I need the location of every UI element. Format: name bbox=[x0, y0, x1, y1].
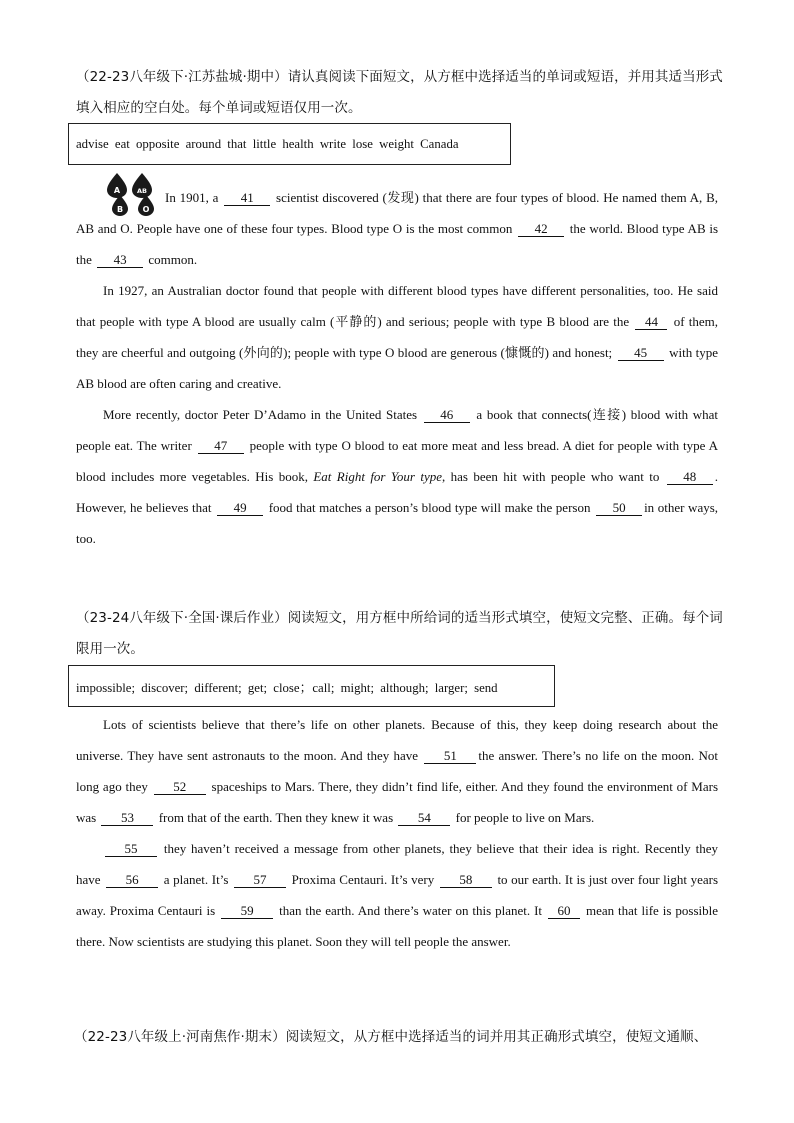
blank-50[interactable]: 50 bbox=[596, 500, 642, 516]
section1-heading: （22-23八年级下·江苏盐城·期中）请认真阅读下面短文，从方框中选择适当的单词或短语，并用其适当形式填入相应的空白处。每个单词或短语仅用一次。 bbox=[76, 69, 723, 116]
icon-label-o: O bbox=[142, 205, 150, 214]
section2-paragraph-1: Lots of scientists believe that there’s life on other planets. Because of this, they keep doing research about the universe. They have sent astronauts to the moon. And they have 51 the answer. There’s no life on the moon. Not long ago they 52 spaceships to Mars. There, they didn’t find life, either. And they found the environment of Mars was 53 from that of the earth. Then they knew it was 54 for people to live on Mars. bbox=[76, 717, 719, 825]
icon-label-a: A bbox=[113, 186, 121, 195]
section2-passage bbox=[76, 709, 718, 957]
blank-45[interactable]: 45 bbox=[618, 345, 664, 361]
blank-57[interactable]: 57 bbox=[234, 872, 286, 888]
blank-49[interactable]: 49 bbox=[217, 500, 263, 516]
blank-41[interactable]: 41 bbox=[224, 190, 270, 206]
section2-word-box bbox=[68, 665, 555, 707]
blank-52[interactable]: 52 bbox=[154, 779, 206, 795]
blank-56[interactable]: 56 bbox=[106, 872, 158, 888]
blank-58[interactable]: 58 bbox=[440, 872, 492, 888]
blank-54[interactable]: 54 bbox=[398, 810, 450, 826]
blank-46[interactable]: 46 bbox=[424, 407, 470, 423]
blank-59[interactable]: 59 bbox=[221, 903, 273, 919]
blank-60[interactable]: 60 bbox=[548, 903, 580, 919]
section1-word-box bbox=[68, 123, 511, 165]
section1-paragraph-1: In 1901, a 41 scientist discovered (发现) that there are four types of blood. He named them A, B, AB and O. People have one of these four types. Blood type O is the most common 42 the world. Blood type AB is the 43 common. bbox=[76, 190, 719, 267]
section1-passage bbox=[76, 182, 718, 554]
blank-42[interactable]: 42 bbox=[518, 221, 564, 237]
blank-51[interactable]: 51 bbox=[424, 748, 476, 764]
blank-53[interactable]: 53 bbox=[101, 810, 153, 826]
blank-48[interactable]: 48 bbox=[667, 469, 713, 485]
section2-paragraph-2: 55 they haven’t received a message from other planets, they believe that their idea is right. Recently they have 56 a planet. It’s 57 Proxima Centauri. It’s very 58 to our earth. It is just over four light years away. Proxima Centauri is 59 than the earth. And there’s water on this planet. It 60 mean that life is possible there. Now scientists are studying this planet. Soon they will tell people the answer. bbox=[76, 841, 719, 949]
section3-heading: （22-23八年级上·河南焦作·期末）阅读短文，从方框中选择适当的词并用其正确形式填空，使短文通顺、 bbox=[74, 1029, 708, 1045]
blank-43[interactable]: 43 bbox=[97, 252, 143, 268]
blank-44[interactable]: 44 bbox=[635, 314, 667, 330]
blank-55[interactable]: 55 bbox=[105, 841, 157, 857]
section1-word-list: advise eat opposite around that little health write lose weight Canada bbox=[76, 136, 459, 151]
icon-label-ab: AB bbox=[137, 187, 147, 195]
blank-47[interactable]: 47 bbox=[198, 438, 244, 454]
book-title: Eat Right for Your type bbox=[313, 469, 442, 484]
section1-paragraph-3: More recently, doctor Peter D’Adamo in the United States 46 a book that connects(连接) blood with what people eat. The writer 47 people with type O blood to eat more meat and less bread. A diet for people with type A blood includes more vegetables. His book, Eat Right for Your type, has been hit with people who want to 48 . However, he believes that 49 food that matches a person’s blood type will make the person 50 in other ways, too. bbox=[76, 407, 719, 546]
icon-label-b: B bbox=[116, 205, 124, 214]
section1-paragraph-2: In 1927, an Australian doctor found that people with different blood types have different personalities, too. He said that people with type A blood are usually calm (平静的) and serious; people with type B blood are the 44 of them, they are cheerful and outgoing (外向的); people with type O blood are generous (慷慨的) and honest; 45 with type AB blood are often caring and creative. bbox=[76, 283, 719, 391]
section2-heading: （23-24八年级下·全国·课后作业）阅读短文，用方框中所给词的适当形式填空，使短文完整、正确。每个词限用一次。 bbox=[76, 610, 723, 657]
section2-word-list: impossible; discover; different; get; close；call; might; although; larger; send bbox=[76, 680, 498, 695]
